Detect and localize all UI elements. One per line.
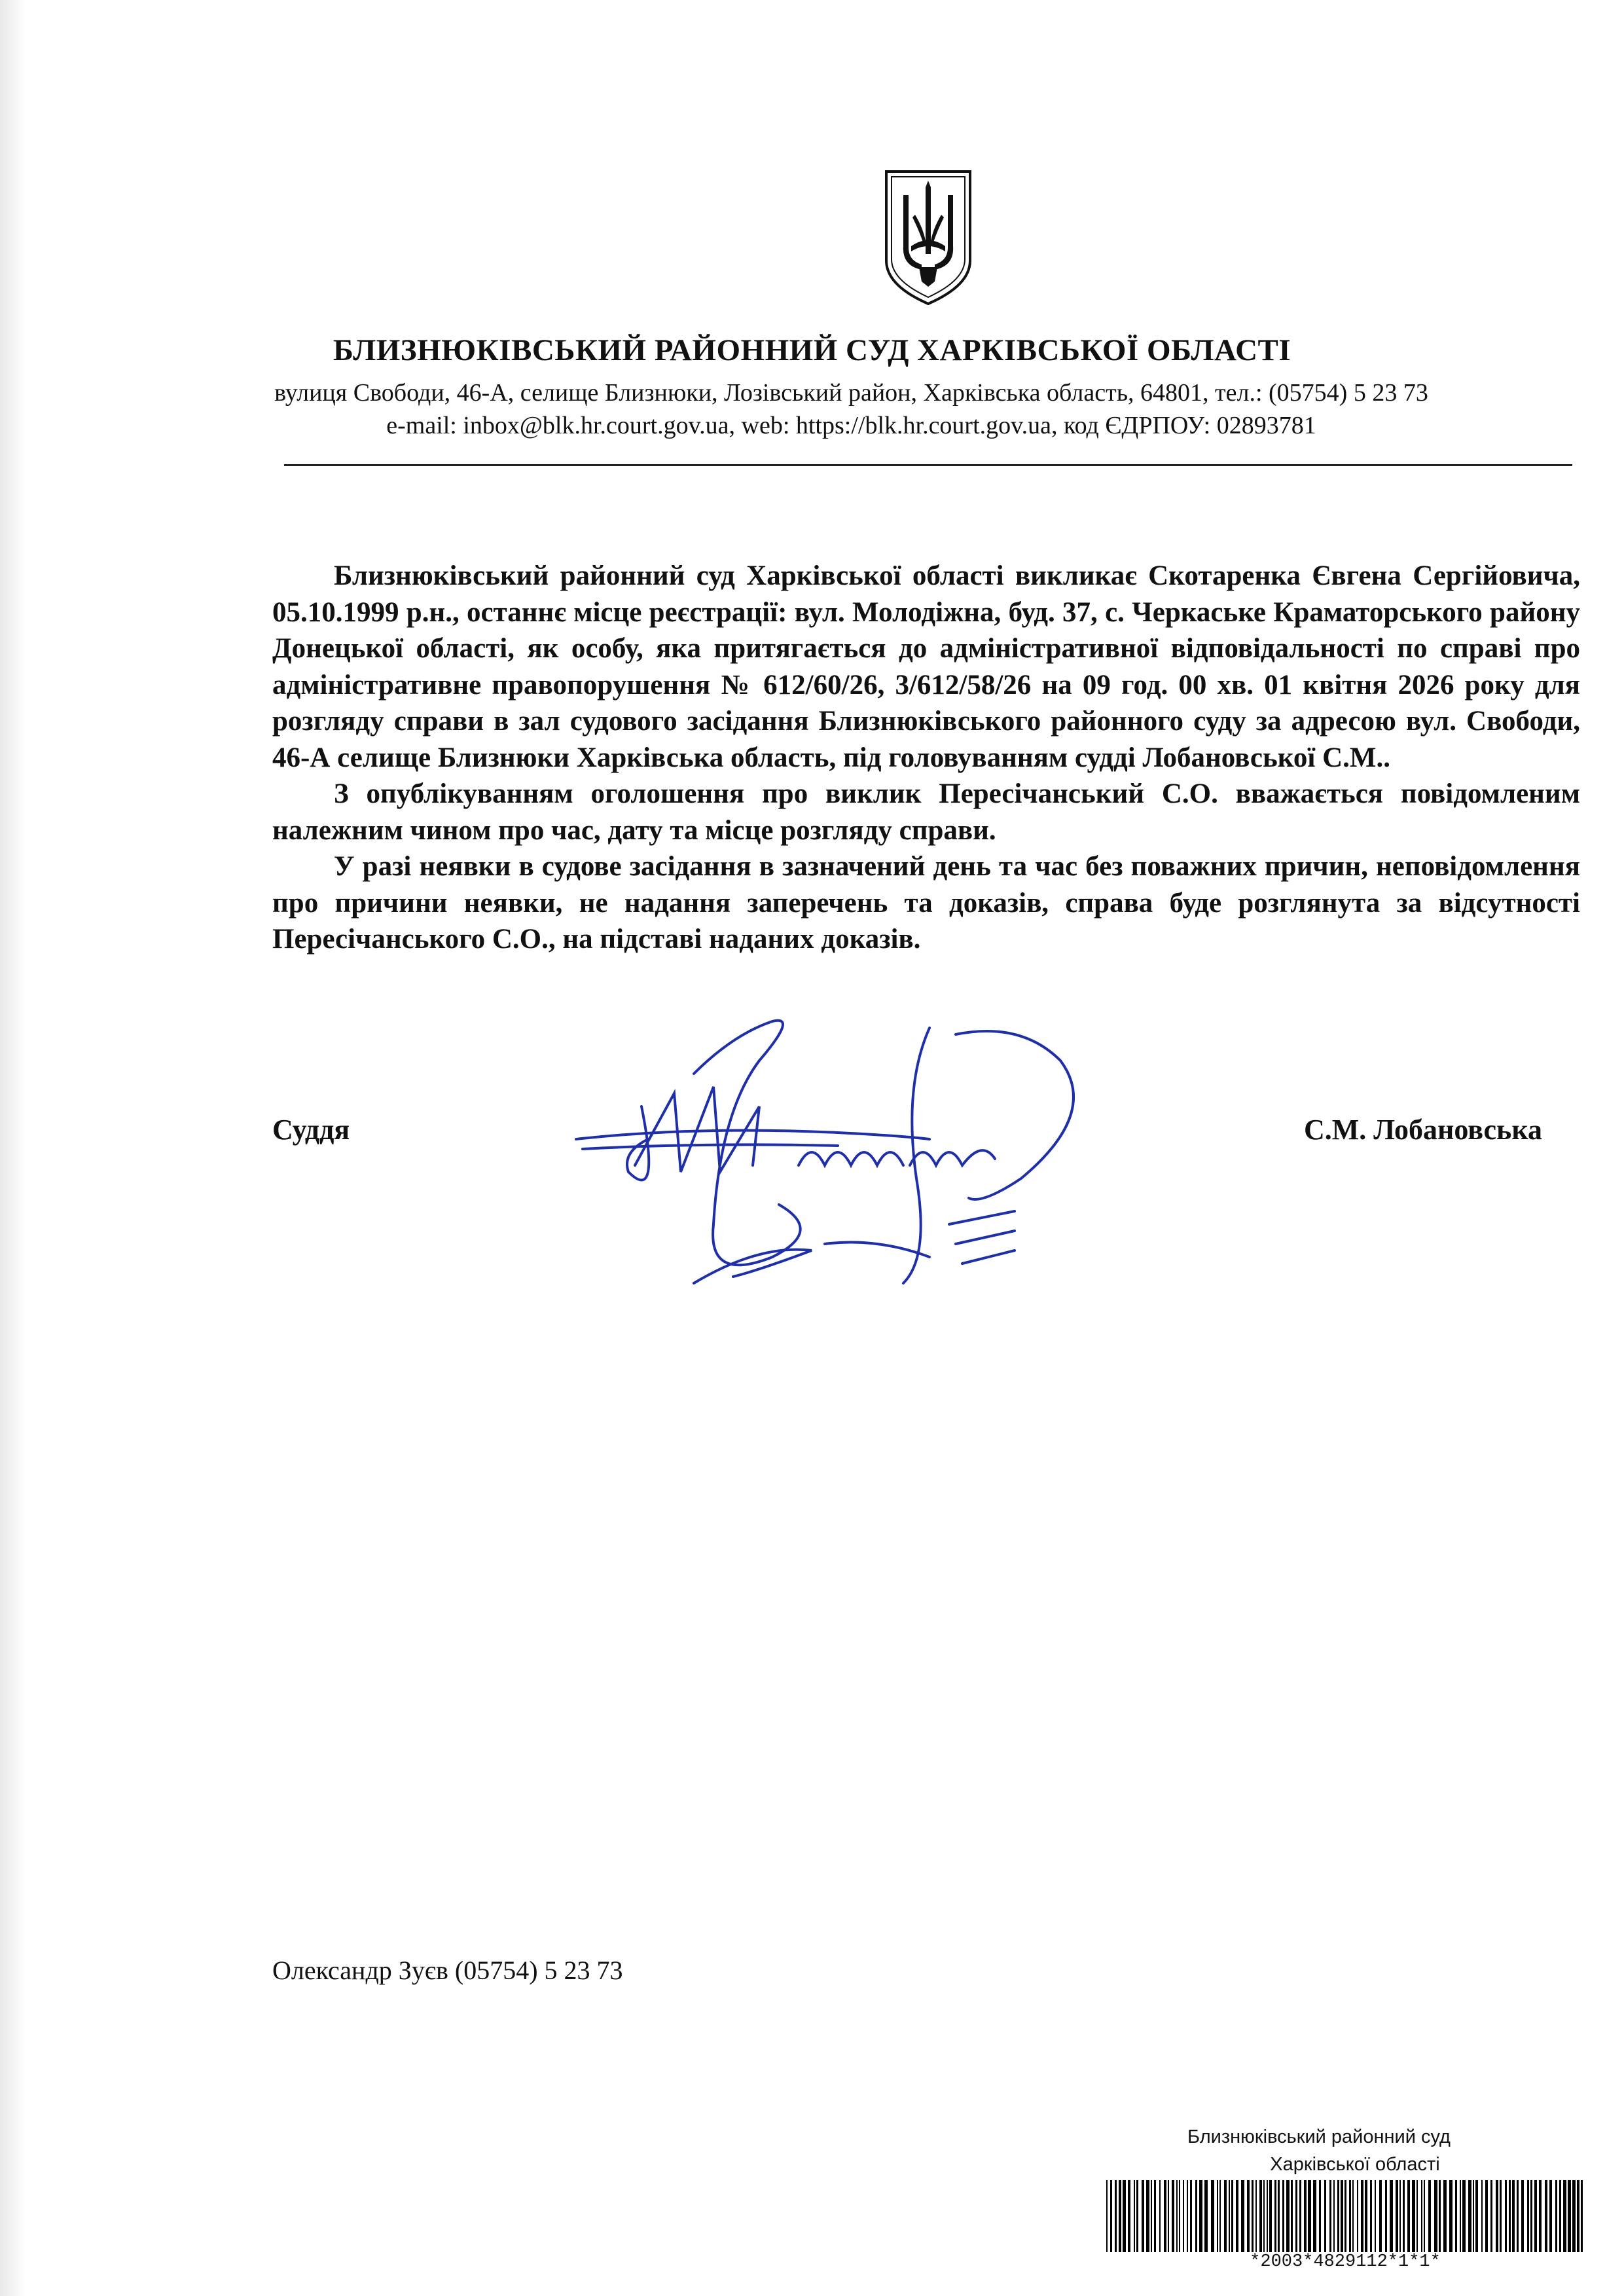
barcode-bar xyxy=(1527,2180,1529,2252)
barcode-bar xyxy=(1500,2180,1502,2252)
barcode-bar xyxy=(1190,2180,1192,2252)
judge-label: Суддя xyxy=(272,1114,350,1146)
barcode-bar xyxy=(1106,2180,1108,2252)
barcode-bar xyxy=(1267,2180,1268,2252)
barcode-bar xyxy=(1496,2180,1498,2252)
barcode-bar xyxy=(1521,2180,1524,2252)
barcode-bar xyxy=(1352,2180,1354,2252)
barcode-bar xyxy=(1187,2180,1188,2252)
barcode-bar xyxy=(1164,2180,1166,2252)
barcode-bar xyxy=(1319,2180,1321,2252)
barcode-bar xyxy=(1211,2180,1214,2252)
barcode-bar xyxy=(1136,2180,1138,2252)
barcode-bar xyxy=(1577,2180,1579,2252)
barcode-bar xyxy=(1555,2180,1557,2252)
barcode-bar xyxy=(1224,2180,1227,2252)
barcode-bar xyxy=(1337,2180,1339,2252)
barcode-bar xyxy=(1396,2180,1398,2252)
barcode-bar xyxy=(1236,2180,1238,2252)
barcode-bar xyxy=(1179,2180,1180,2252)
barcode-bar xyxy=(1241,2180,1244,2252)
barcode-bar xyxy=(1439,2180,1441,2252)
barcode-bar xyxy=(1291,2180,1293,2252)
barcode-bar xyxy=(1128,2180,1130,2252)
stamp-court-name: Близнюківський районний суд xyxy=(1187,2126,1451,2147)
summons-body xyxy=(272,558,1580,958)
barcode-bar xyxy=(1473,2180,1474,2252)
barcode-bar xyxy=(1361,2180,1363,2252)
barcode-bar xyxy=(1549,2180,1552,2252)
body-paragraph-notification: З опублікуванням оголошення про виклик Пересічанський С.О. вважається повідомленим належним чином про час, дату та місце розгляду справи. xyxy=(272,778,1580,846)
barcode-bar xyxy=(1259,2180,1262,2252)
barcode-bar xyxy=(1119,2180,1121,2252)
barcode-bar xyxy=(1146,2180,1149,2252)
barcode-bar xyxy=(1274,2180,1276,2252)
barcode-bar xyxy=(1159,2180,1161,2252)
barcode-bar xyxy=(1123,2180,1126,2252)
barcode-bar xyxy=(1509,2180,1511,2252)
barcode-bar xyxy=(1324,2180,1326,2252)
barcode-bar xyxy=(1142,2180,1144,2252)
body-paragraph-absence: У разі неявки в судове засідання в зазначений день та час без поважних причин, неповідомлення про причини неявки, не надання заперечень та доказів, справа буде розглянута за відсутності Пересічанського С.О., на підставі наданих доказів. xyxy=(272,851,1580,955)
barcode-bar xyxy=(1424,2180,1425,2252)
stamp-court-region: Харківської області xyxy=(1270,2154,1440,2175)
barcode-bar xyxy=(1217,2180,1218,2252)
barcode-bar xyxy=(1365,2180,1367,2252)
barcode-bar xyxy=(1313,2180,1316,2252)
barcode-bar xyxy=(1304,2180,1307,2252)
barcode-bar xyxy=(1490,2180,1492,2252)
body-paragraph-summons: Близнюківський районний суд Харківської області викликає Скотаренка Євгена Сергійовича, 05.10.1999 р.н., останнє місце реєстрації: вул. Молодіжна, буд. 37, с. Черкаське Краматорського району Донецької області, як особу, яка притягається до адміністративної відповідальності по справі про адміністративне правопорушення № 612/60/26, 3/612/58/26 на 09 год. 00 хв. 01 квітня 2026 року для розгляду справи в зал судового засідання Близнюківського районного суду за адресою вул. Свободи, 46-А селище Близнюки Харківська область, під головуванням судді Лобановської С.М.. xyxy=(272,560,1580,773)
barcode-bar xyxy=(1428,2180,1431,2252)
barcode-bar xyxy=(1299,2180,1301,2252)
barcode-bar xyxy=(1333,2180,1335,2252)
barcode-bar xyxy=(1421,2180,1422,2252)
barcode-bar xyxy=(1475,2180,1478,2252)
barcode-bar xyxy=(1539,2180,1542,2252)
court-address: вулиця Свободи, 46-А, селище Близнюки, Лозівський район, Харківська область, 64801, тел.: (05754) 5 23 73 xyxy=(274,379,1428,407)
barcode-bar xyxy=(1269,2180,1272,2252)
barcode-bar xyxy=(1375,2180,1376,2252)
barcode-bar xyxy=(1403,2180,1405,2252)
barcode-bar xyxy=(1172,2180,1174,2252)
barcode-bar xyxy=(1460,2180,1461,2252)
barcode-bar xyxy=(1485,2180,1488,2252)
barcode-bar xyxy=(1370,2180,1372,2252)
barcode-bar xyxy=(1151,2180,1152,2252)
barcode-bar xyxy=(1512,2180,1515,2252)
handwritten-signature-icon xyxy=(563,1008,1139,1349)
barcode-bar xyxy=(1407,2180,1410,2252)
barcode-bar xyxy=(1468,2180,1471,2252)
barcode-bar xyxy=(1183,2180,1184,2252)
barcode-bar xyxy=(1563,2180,1566,2252)
barcode-bar xyxy=(1204,2180,1208,2252)
barcode-bar xyxy=(1545,2180,1547,2252)
barcode-bar xyxy=(1534,2180,1537,2252)
barcode-bar xyxy=(1379,2180,1382,2252)
barcode-icon xyxy=(1106,2180,1584,2252)
barcode-bar xyxy=(1231,2180,1233,2252)
barcode-bar xyxy=(1308,2180,1311,2252)
barcode-bar xyxy=(1252,2180,1254,2252)
court-contacts: e-mail: inbox@blk.hr.court.gov.ua, web: https://blk.hr.court.gov.ua, код ЄДРПОУ: 02893781 xyxy=(386,412,1316,439)
barcode-bar xyxy=(1255,2180,1257,2252)
barcode-bar xyxy=(1199,2180,1202,2252)
barcode-text: *2003*4829112*1*1* xyxy=(1250,2252,1441,2272)
barcode-bar xyxy=(1572,2180,1576,2252)
barcode-bar xyxy=(1115,2180,1117,2252)
barcode-bar xyxy=(1581,2180,1583,2252)
barcode-bar xyxy=(1134,2180,1135,2252)
header-divider xyxy=(284,464,1572,466)
barcode-bar xyxy=(1449,2180,1453,2252)
barcode-bar xyxy=(1219,2180,1221,2252)
barcode-bar xyxy=(1154,2180,1156,2252)
barcode-bar xyxy=(1344,2180,1346,2252)
judge-name: С.М. Лобановська xyxy=(1303,1114,1542,1146)
barcode-bar xyxy=(1455,2180,1457,2252)
barcode-bar xyxy=(1399,2180,1401,2252)
executor-contact: Олександр Зуєв (05754) 5 23 73 xyxy=(272,1956,623,1985)
barcode-bar xyxy=(1286,2180,1290,2252)
barcode-bar xyxy=(1481,2180,1483,2252)
barcode-bar xyxy=(1349,2180,1351,2252)
barcode-bar xyxy=(1416,2180,1418,2252)
barcode-bar xyxy=(1176,2180,1178,2252)
barcode-bar xyxy=(1505,2180,1507,2252)
barcode-bar xyxy=(1412,2180,1415,2252)
barcode-bar xyxy=(1341,2180,1343,2252)
barcode-bar xyxy=(1357,2180,1358,2252)
trident-coat-of-arms-icon xyxy=(882,169,974,306)
barcode-bar xyxy=(1443,2180,1447,2252)
barcode-bar xyxy=(1168,2180,1169,2252)
barcode-bar xyxy=(1517,2180,1519,2252)
barcode-bar xyxy=(1263,2180,1265,2252)
barcode-bar xyxy=(1110,2180,1112,2252)
barcode-bar xyxy=(1247,2180,1250,2252)
barcode-bar xyxy=(1295,2180,1297,2252)
barcode-bar xyxy=(1195,2180,1197,2252)
barcode-bar xyxy=(1434,2180,1437,2252)
barcode-bar xyxy=(1329,2180,1331,2252)
court-name-heading: БЛИЗНЮКІВСЬКИЙ РАЙОННИЙ СУД ХАРКІВСЬКОЇ ОБЛАСТІ xyxy=(333,333,1291,367)
barcode-bar xyxy=(1530,2180,1532,2252)
barcode-bar xyxy=(1385,2180,1387,2252)
barcode-bar xyxy=(1559,2180,1561,2252)
barcode-bar xyxy=(1462,2180,1466,2252)
barcode-bar xyxy=(1282,2180,1284,2252)
barcode-bar xyxy=(1568,2180,1571,2252)
barcode-bar xyxy=(1390,2180,1393,2252)
barcode-bar xyxy=(1278,2180,1280,2252)
barcode-bar xyxy=(1229,2180,1230,2252)
